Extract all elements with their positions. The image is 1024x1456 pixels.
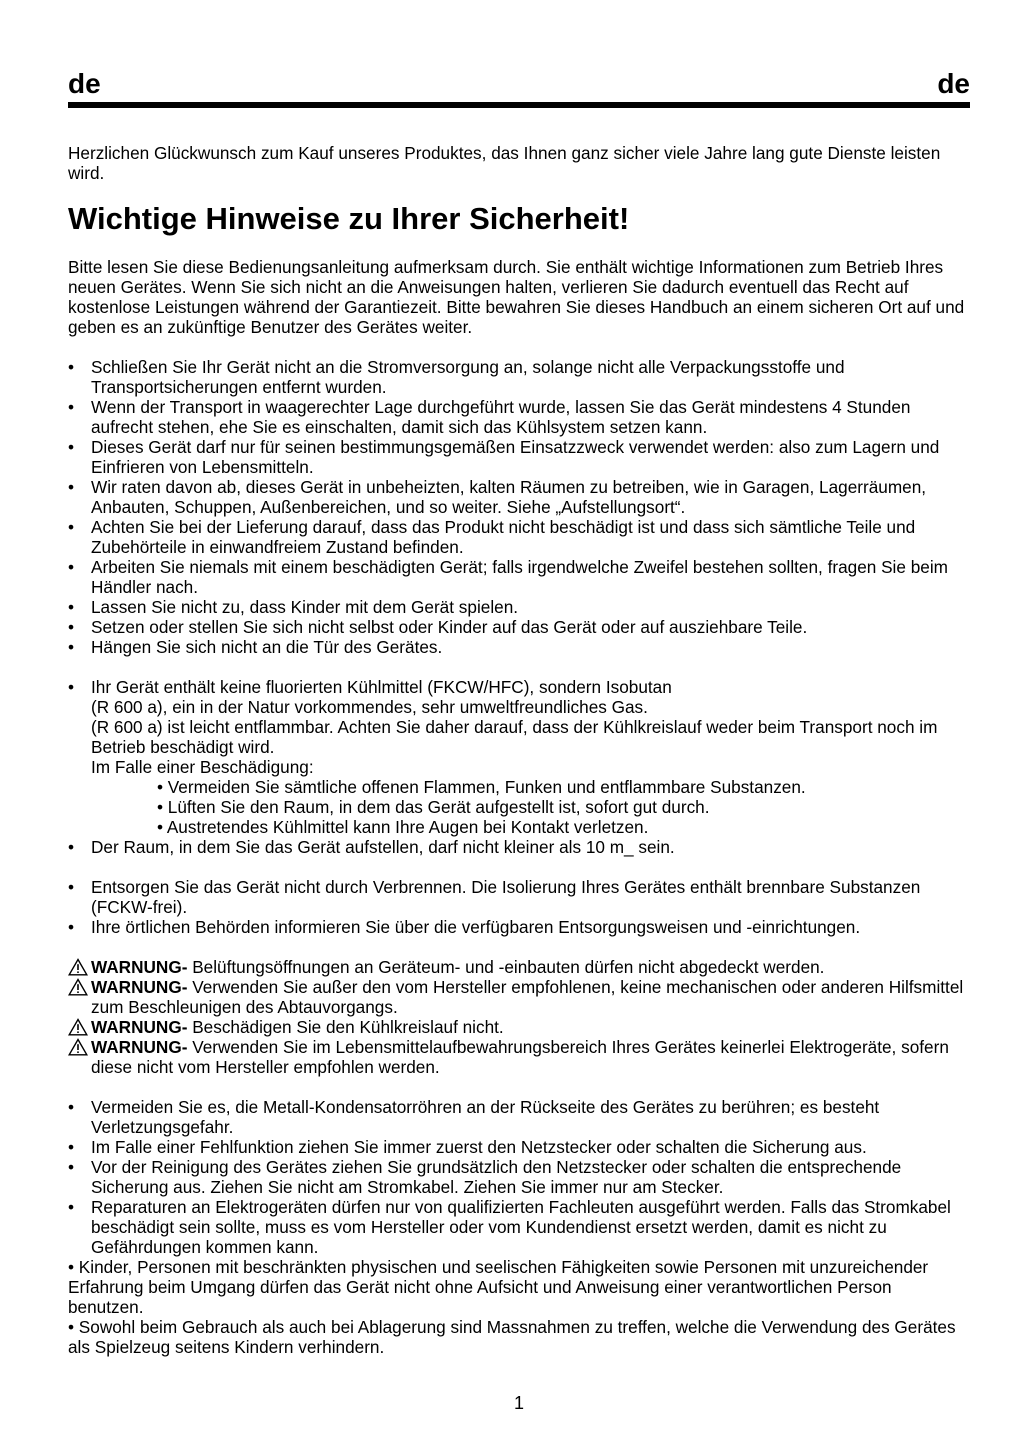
list-item: • Reparaturen an Elektrogeräten dürfen nur von qualifizierten Fachleuten ausgeführt werden. Falls das Stromkabel beschädigt sein sollte, muss es vom Hersteller oder vom Kundendienst ersetzt werden, damit es nicht zu Gefährdungen kommen kann.	[68, 1197, 970, 1257]
maintenance-list	[68, 1097, 970, 1257]
list-item: • Achten Sie bei der Lieferung darauf, dass das Produkt nicht beschädigt ist und dass sich sämtliche Teile und Zubehörteile in einwandfreiem Zustand befinden.	[68, 517, 970, 557]
warning-label: WARNUNG-	[91, 1037, 188, 1057]
list-item: • Setzen oder stellen Sie sich nicht selbst oder Kinder auf das Gerät oder auf ausziehbare Teile.	[68, 617, 970, 637]
list-item: • Hängen Sie sich nicht an die Tür des Gerätes.	[68, 637, 970, 657]
page-number: 1	[513, 1393, 524, 1413]
closing-paragraph: • Kinder, Personen mit beschränkten physischen und seelischen Fähigkeiten sowie Personen mit unzureichender Erfahrung beim Umgang dürfen das Gerät nicht ohne Aufsicht und Anweisung einer verantwortlichen Person benutzen.	[68, 1257, 929, 1317]
sub-item: • Lüften Sie den Raum, in dem das Gerät aufgestellt ist, sofort gut durch.	[157, 797, 710, 817]
warning-triangle-icon	[68, 1038, 88, 1056]
warnings-block	[68, 957, 970, 1077]
warning-triangle-icon	[68, 958, 88, 976]
warning-label: WARNUNG-	[91, 957, 188, 977]
warning-item	[68, 1037, 970, 1077]
list-item: • Schließen Sie Ihr Gerät nicht an die Stromversorgung an, solange nicht alle Verpackungsstoffe und Transportsicherungen entfernt wurden.	[68, 357, 970, 397]
warning-triangle-icon	[68, 978, 88, 996]
closing-paragraph: • Sowohl beim Gebrauch als auch bei Ablagerung sind Massnahmen zu treffen, welche die Verwendung des Gerätes als Spielzeug seitens Kindern verhindern.	[68, 1317, 956, 1357]
page-header	[68, 68, 970, 108]
document-body	[68, 143, 970, 1357]
refrigerant-line: Im Falle einer Beschädigung:	[91, 757, 314, 777]
language-tag-right: de	[937, 68, 970, 99]
header-rule	[68, 102, 970, 108]
warning-item	[68, 1017, 970, 1037]
lead-paragraph: Bitte lesen Sie diese Bedienungsanleitung aufmerksam durch. Sie enthält wichtige Informationen zum Betrieb Ihres neuen Gerätes. Wenn Sie sich nicht an die Anweisungen halten, verlieren Sie dadurch eventuell das Recht auf kostenlose Leistungen während der Garantiezeit. Bitte bewahren Sie dieses Handbuch an einem sicheren Ort auf und geben es an zukünftige Benutzer des Gerätes weiter.	[68, 257, 965, 337]
warning-text: Verwenden Sie im Lebensmittelaufbewahrungsbereich Ihres Gerätes keinerlei Elektrogeräte, sofern diese nicht vom Hersteller empfohlen werden.	[91, 1037, 949, 1077]
refrigerant-list	[68, 677, 970, 857]
list-item: • Arbeiten Sie niemals mit einem beschädigten Gerät; falls irgendwelche Zweifel bestehen sollten, fragen Sie beim Händler nach.	[68, 557, 970, 597]
warning-text: Belüftungsöffnungen an Geräteum- und -einbauten dürfen nicht abgedeckt werden.	[187, 957, 825, 977]
list-item: • Vor der Reinigung des Gerätes ziehen Sie grundsätzlich den Netzstecker oder schalten die entsprechende Sicherung aus. Ziehen Sie nicht am Stromkabel. Ziehen Sie immer nur am Stecker.	[68, 1157, 970, 1197]
refrigerant-line: (R 600 a) ist leicht entflammbar. Achten Sie daher darauf, dass der Kühlkreislauf weder beim Transport noch im Betrieb beschädigt wird.	[91, 717, 938, 757]
refrigerant-line: • Ihr Gerät enthält keine fluorierten Kühlmittel (FKCW/HFC), sondern Isobutan	[91, 677, 672, 697]
warning-text: Beschädigen Sie den Kühlkreislauf nicht.	[187, 1017, 504, 1037]
warning-label: WARNUNG-	[91, 1017, 188, 1037]
safety-list-1	[68, 357, 970, 657]
list-item: • Dieses Gerät darf nur für seinen bestimmungsgemäßen Einsatzzweck verwendet werden: also zum Lagern und Einfrieren von Lebensmitteln.	[68, 437, 970, 477]
warning-text: Verwenden Sie außer den vom Hersteller empfohlenen, keine mechanischen oder anderen Hilfsmittel zum Beschleunigen des Abtauvorgangs.	[91, 977, 964, 1017]
sub-item: • Austretendes Kühlmittel kann Ihre Augen bei Kontakt verletzen.	[157, 817, 649, 837]
intro-paragraph: Herzlichen Glückwunsch zum Kauf unseres Produktes, das Ihnen ganz sicher viele Jahre lang gute Dienste leisten wird.	[68, 143, 941, 183]
list-item: • Ihre örtlichen Behörden informieren Sie über die verfügbaren Entsorgungsweisen und -einrichtungen.	[68, 917, 970, 937]
warning-item	[68, 957, 970, 977]
page-title: Wichtige Hinweise zu Ihrer Sicherheit!	[68, 201, 630, 236]
refrigerant-line: (R 600 a), ein in der Natur vorkommendes, sehr umweltfreundliches Gas.	[91, 697, 648, 717]
warning-label: WARNUNG-	[91, 977, 188, 997]
list-item: • Lassen Sie nicht zu, dass Kinder mit dem Gerät spielen.	[68, 597, 970, 617]
language-tag-left: de	[68, 68, 101, 99]
warning-item	[68, 977, 970, 1017]
list-item: • Vermeiden Sie es, die Metall-Kondensatorröhren an der Rückseite des Gerätes zu berühren; es besteht Verletzungsgefahr.	[68, 1097, 970, 1137]
sub-item: • Vermeiden Sie sämtliche offenen Flammen, Funken und entflammbare Substanzen.	[157, 777, 806, 797]
list-item: • Entsorgen Sie das Gerät nicht durch Verbrennen. Die Isolierung Ihres Gerätes enthält brennbare Substanzen (FCKW-frei).	[68, 877, 970, 917]
list-item: • Wenn der Transport in waagerechter Lage durchgeführt wurde, lassen Sie das Gerät mindestens 4 Stunden aufrecht stehen, ehe Sie es einschalten, damit sich das Kühlsystem setzen kann.	[68, 397, 970, 437]
warning-triangle-icon	[68, 1018, 88, 1036]
list-item: • Im Falle einer Fehlfunktion ziehen Sie immer zuerst den Netzstecker oder schalten die Sicherung aus.	[68, 1137, 970, 1157]
list-item: • Wir raten davon ab, dieses Gerät in unbeheizten, kalten Räumen zu betreiben, wie in Garagen, Lagerräumen, Anbauten, Schuppen, Außenbereichen, und so weiter. Siehe „Aufstellungsort“.	[68, 477, 970, 517]
disposal-list	[68, 877, 970, 937]
refrigerant-item	[68, 677, 970, 837]
list-item: • Der Raum, in dem Sie das Gerät aufstellen, darf nicht kleiner als 10 m_ sein.	[68, 837, 970, 857]
